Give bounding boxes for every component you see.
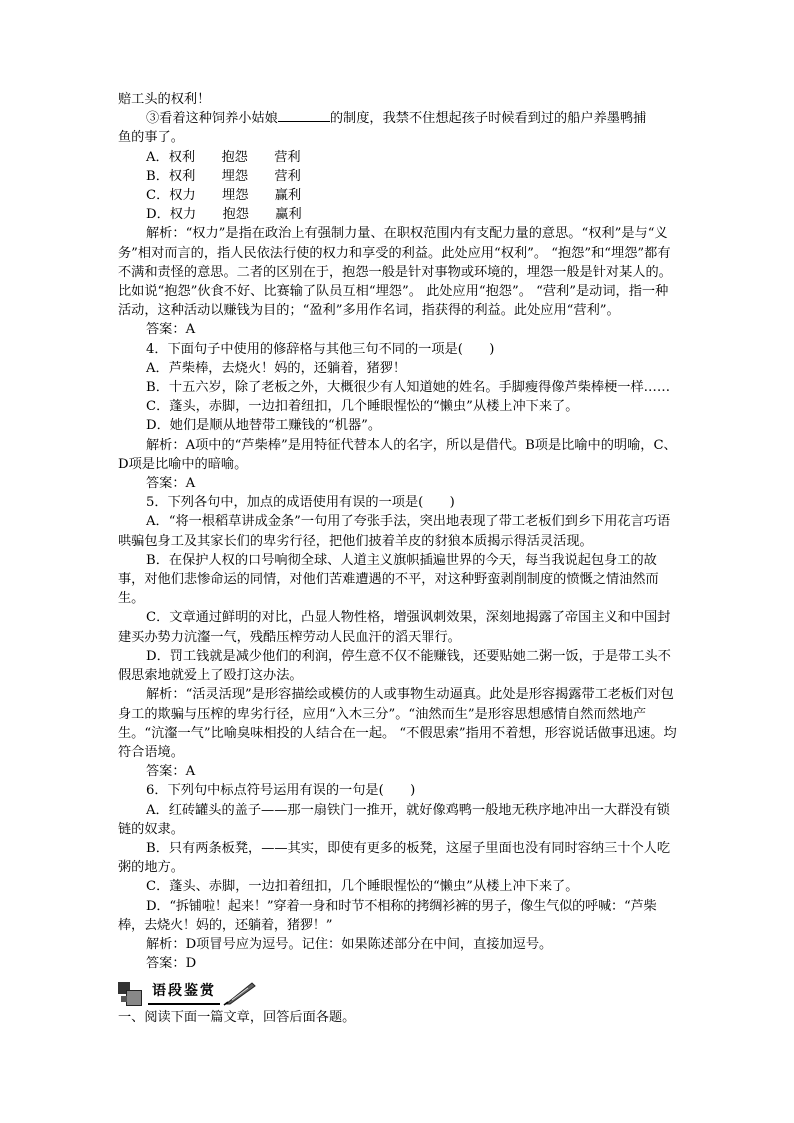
option-a: A．芦柴棒，去烧火！妈的，还躺着，猪猡！	[146, 360, 407, 376]
answer-3	[118, 320, 678, 339]
question-6: 6．下列句中标点符号运用有误的一句是( )	[146, 783, 416, 799]
explanation-label: 解析：	[146, 437, 186, 453]
section-squares-icon	[118, 980, 148, 1006]
text-line: 赔工头的权利！	[118, 92, 211, 107]
answer-4	[118, 474, 678, 493]
option-d: D．罚工钱就是减少他们的利润，停生意不仅不能赚钱，还要贴她二粥一饭，于是带工头不假思索地就爱上了殴打这办法。	[118, 648, 671, 684]
option-a: A．“将一根稻草讲成金条”一句用了夸张手法，突出地表现了带工老板们到乡下用花言巧语哄骗包身工及其家长们的卑劣行径，把他们披着羊皮的豺狼本质揭示得活灵活现。	[118, 514, 671, 549]
answer-label: 答案：	[146, 322, 186, 338]
answer-value: D	[185, 956, 197, 972]
option-a: A．红砖罐头的盖子——那一扇铁门一推开，就好像鸡鸭一般地无秩序地冲出一大群没有锁链的奴隶。	[118, 802, 670, 837]
section-header	[118, 978, 678, 1008]
option-c: C．蓬头，赤脚，一边扣着纽扣，几个睡眼惺忪的“懒虫”从楼上冲下来了。	[146, 399, 579, 415]
text-span: ③看着这种饲养小姑娘	[146, 111, 278, 127]
option-c: C．文章通过鲜明的对比，凸显人物性格，增强讽刺效果，深刻地揭露了帝国主义和中国封建买办势力沆瀣一气，残酷压榨劳动人民血汗的滔天罪行。	[118, 610, 671, 645]
option-b: B．在保护人权的口号响彻全球、人道主义旗帜插遍世界的今天，每当我说起包身工的故事，对他们悲惨命运的同情，对他们苦难遭遇的不平，对这种野蛮剥削制度的愤慨之情油然而生。	[118, 552, 659, 607]
explanation-text: “活灵活现”是形容描绘或模仿的人或事物生动逼真。此处是形容揭露带工老板们对包身工的欺骗与压榨的卑劣行径，应用“入木三分”。“油然而生”是形容思想感情自然而然地产生。“沆瀣一气”比喻臭味相投的人结合在一起。 “不假思索”指用不着想，形容说话做事迅速。均符合语境。	[118, 687, 677, 760]
explanation-label: 解析：	[146, 936, 186, 952]
option-d: D．她们是顺从地替带工赚钱的“机器”。	[146, 418, 382, 434]
answer-value: A	[185, 476, 196, 492]
option-c: C．蓬头、赤脚，一边扣着纽扣，几个睡眼惺忪的“懒虫”从楼上冲下来了。	[146, 879, 579, 895]
explanation-label: 解析：	[146, 687, 186, 703]
text-span: 的制度，我禁不住想起孩子时候看到过的船户养墨鸭捕	[329, 111, 647, 127]
explanation-text: D项冒号应为逗号。记住：如果陈述部分在中间，直接加逗号。	[185, 936, 553, 952]
explanation-text: A项中的“芦柴棒”是用特征代替本人的名字，所以是借代。B项是比喻中的明喻，C、D项是比喻中的暗喻。	[118, 437, 677, 472]
explanation-text: “权力”是指在政治上有强制力量、在职权范围内有支配力量的意思。“权利”是与“义务”相对而言的，指人民依法行使的权力和享受的利益。此处应用“权利”。 “抱怨”和“埋怨”都有不满和责怪的意思。二者的区别在于，抱怨一般是针对事物或环境的，埋怨一般是针对某人的。比如说“抱怨”伙食不好、比赛输了队员互相“埋怨”。 此处应用“抱怨”。 “营利”是动词，指一种活动，这种活动以赚钱为目的；“盈利”多用作名词，指获得的利益。此处应用“营利”。	[118, 226, 672, 319]
option-d: D．“拆铺啦！起来！”穿着一身和时节不相称的拷绸衫裤的男子，像生气似的呼喊：“芦柴棒，去烧火！妈的，还躺着，猪猡！”	[118, 898, 657, 933]
option-b: B．十五六岁，除了老板之外，大概很少有人知道她的姓名。手脚瘦得像芦柴棒梗一样……	[146, 380, 671, 396]
answer-label: 答案：	[146, 476, 186, 492]
quill-pen-icon	[222, 980, 258, 1006]
answer-label: 答案：	[146, 956, 186, 972]
option-c: C．权力 埋怨 赢利	[146, 188, 302, 204]
fill-blank	[278, 109, 330, 122]
section-title: 语段鉴赏	[148, 982, 220, 1005]
explanation-4	[118, 436, 678, 474]
question-3-item-3	[118, 109, 678, 128]
option-d: D．权力 抱怨 赢利	[146, 207, 302, 223]
option-b: B．只有两条板凳，——其实，即使有更多的板凳，这屋子里面也没有同时容纳三十个人吃粥的地方。	[118, 840, 671, 876]
explanation-3	[118, 224, 678, 320]
explanation-5	[118, 685, 678, 762]
answer-value: A	[185, 764, 196, 780]
question-5: 5．下列各句中，加点的成语使用有误的一项是( )	[146, 495, 455, 511]
question-4: 4．下面句子中使用的修辞格与其他三句不同的一项是( )	[146, 341, 495, 357]
document-page	[118, 90, 678, 1028]
answer-label: 答案：	[146, 764, 186, 780]
reading-instruction: 一、阅读下面一篇文章，回答后面各题。	[118, 1010, 356, 1026]
option-a: A．权利 抱怨 营利	[146, 149, 301, 165]
explanation-label: 解析：	[146, 226, 186, 242]
text-line: 鱼的事了。	[118, 130, 184, 146]
option-b: B．权利 埋怨 营利	[146, 168, 301, 184]
answer-5	[118, 762, 678, 781]
explanation-6	[118, 935, 678, 954]
answer-6	[118, 954, 678, 973]
answer-value: A	[185, 322, 196, 338]
